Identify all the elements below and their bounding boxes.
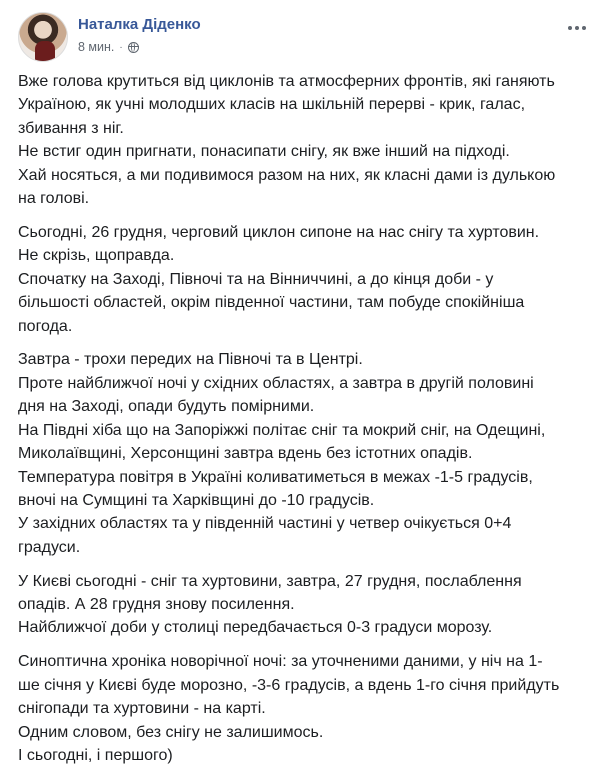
- author-avatar[interactable]: [18, 12, 68, 62]
- post-text-line: вночі на Сумщині та Харківщині до -10 градусів.: [18, 491, 375, 509]
- post-text-line: Хай носяться, а ми подивимося разом на них, як класні дами із дулькою: [18, 166, 556, 184]
- post-text-line: Одним словом, без снігу не залишимось.: [18, 723, 324, 741]
- post-text-line: дня на Заході, опади будуть помірними.: [18, 398, 315, 416]
- post-text-line: на голові.: [18, 190, 90, 208]
- post-paragraph: [18, 348, 593, 559]
- post-text-line: більшості областей, окрім південної частини, там побуде спокійніша: [18, 294, 525, 312]
- menu-dot: [568, 26, 572, 30]
- post-text-line: опадів. А 28 грудня знову посилення.: [18, 596, 295, 614]
- post-paragraph: [18, 570, 593, 640]
- post-text-line: погода.: [18, 317, 73, 335]
- author-name[interactable]: Наталка Діденко: [78, 16, 201, 33]
- post-paragraph: [18, 650, 593, 767]
- post-text-line: Спочатку на Заході, Півночі та на Вінниччині, а до кінця доби - у: [18, 270, 494, 288]
- globe-icon[interactable]: [128, 42, 139, 53]
- post-text-line: У західних областях та у південній частині у четвер очікується 0+4: [18, 515, 512, 533]
- more-horizontal-icon[interactable]: [565, 18, 589, 38]
- post-text-line: Не скрізь, щоправда.: [18, 247, 175, 265]
- post-text-line: Проте найближчої ночі у східних областях, а завтра в другій половині: [18, 374, 534, 392]
- menu-dot: [575, 26, 579, 30]
- post-paragraph: [18, 221, 593, 338]
- menu-dot: [582, 26, 586, 30]
- meta-separator: ·: [119, 41, 123, 53]
- post-text-line: градуси.: [18, 538, 81, 556]
- post-text-line: Найближчої доби у столиці передбачається 0-3 градуси морозу.: [18, 619, 493, 637]
- post-text-line: Сьогодні, 26 грудня, черговий циклон сипоне на нас снігу та хуртовин.: [18, 223, 540, 241]
- post-text-line: На Півдні хіба що на Запоріжжі політає сніг та мокрий сніг, на Одещині,: [18, 421, 546, 439]
- post-text-line: Миколаївщині, Херсонщині завтра вдень без істотних опадів.: [18, 445, 473, 463]
- post-body: [18, 70, 593, 778]
- post-paragraph: [18, 70, 593, 210]
- post-text-line: Температура повітря в Україні коливатиметься в межах -1-5 градусів,: [18, 468, 533, 486]
- post-text-line: Україною, як учні молодших класів на шкільній перерві - крик, галас,: [18, 96, 526, 114]
- post-text-line: ше січня у Києві буде морозно, -3-6 градусів, а вдень 1-го січня прийдуть: [18, 676, 560, 694]
- post-text-line: Вже голова крутиться від циклонів та атмосферних фронтів, які ганяють: [18, 73, 555, 90]
- post-text-line: Синоптична хроніка новорічної ночі: за уточненими даними, у ніч на 1-: [18, 653, 543, 671]
- post-text-line: Не встиг один пригнати, понасипати снігу, як вже інший на підході.: [18, 143, 510, 161]
- post-meta: [78, 40, 139, 54]
- post-text-line: У Києві сьогодні - сніг та хуртовини, завтра, 27 грудня, послаблення: [18, 572, 522, 590]
- post-text-line: збивання з ніг.: [18, 119, 124, 137]
- post-text-line: снігопади та хуртовини - на карті.: [18, 700, 266, 718]
- post-text-line: І сьогодні, і першого): [18, 746, 173, 764]
- post-text-line: Завтра - трохи передих на Півночі та в Центрі.: [18, 351, 363, 369]
- post-timestamp[interactable]: 8 мин.: [78, 40, 115, 54]
- post-header: [18, 12, 591, 62]
